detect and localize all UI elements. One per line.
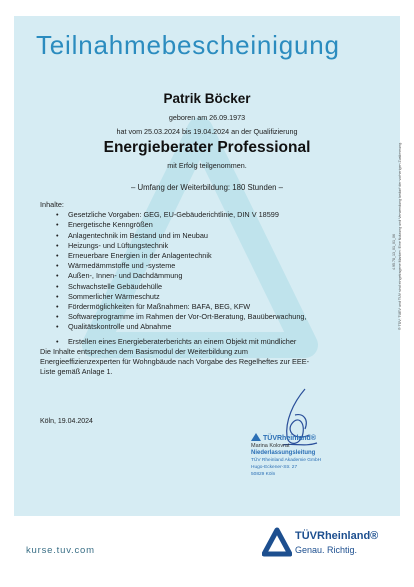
contents-list [40,210,360,347]
list-item: • Erneuerbare Energien in der Anlagentechnik [68,251,360,261]
list-item: • Außen-, Innen- und Dachdämmung [68,271,360,281]
course-contents [40,200,360,377]
summary-line: Die Inhalte entsprechen dem Basismodul der Weiterbildung zum [40,346,248,356]
list-item: • Gesetzliche Vorgaben: GEG, EU-Gebäuderichtlinie, DIN V 18599 [68,210,360,220]
list-item: • Energetische Kenngrößen [68,220,360,230]
list-item: • Softwareprogramme im Rahmen der Vor-Ort-Beratung, Bauüberwachung, [68,312,360,322]
stamp-brand: TÜVRheinland® [263,435,316,442]
continuation-text: Qualitätskontrolle und Abnahme [68,322,172,332]
list-item: • Wärmedämmstoffe und -systeme [68,261,360,271]
stamp-street: Hugo-Eckener-Str. 27 [251,465,298,470]
list-item-continuation [68,322,360,332]
footer-url-link[interactable]: kurse.tuv.com [26,545,95,556]
certificate-title: Teilnahmebescheinigung [36,30,340,60]
list-item: • Anlagentechnik im Bestand und im Neubau [68,231,360,241]
participant-name: Patrik Böcker [163,91,251,106]
list-item: • Fördermöglichkeiten für Maßnahmen: BAFA, BEG, KFW [68,302,360,312]
stamp-signer: Marina Kolovrat [251,443,290,449]
company-stamp [251,433,341,478]
list-item: • Schwachstelle Gebäudehülle [68,282,360,292]
tuv-rheinland-logo [262,527,392,563]
summary-line: Energieeffizienzexperten für Wohngbäude nach Vorgabe des Regelheftes zur EEE- [40,357,310,367]
course-period: hat vom 25.03.2024 bis 19.04.2024 an der Qualifizierung [116,127,298,136]
summary-line: Liste gemäß Anlage 1. [40,367,113,377]
tuv-triangle-icon [262,527,292,557]
logo-brand-name: TÜVRheinland® [295,530,379,542]
place-and-date: Köln, 19.04.2024 [40,418,93,425]
trademark-text: ® TÜV, TUEV und TUV sind eingetragene Marken. Eine Nutzung und Verwendung bedarf der vorherigen Zustimmung. [398,141,402,330]
list-item: • Heizungs- und Lüftungstechnik [68,241,360,251]
stamp-company: TÜV Rheinland Akademie GmbH [251,458,322,463]
logo-tagline: Genau. Richtig. [295,545,358,555]
document-number: 4.95.78_13_01_01_06 [392,234,396,270]
qualification-title: Energieberater Professional [103,139,311,156]
list-item: • Sommerlicher Wärmeschutz [68,292,360,302]
contents-label: Inhalte: [40,200,64,209]
birth-date: geboren am 26.09.1973 [168,113,246,122]
summary-text [40,347,360,378]
stamp-city: 50829 Köln [251,472,276,477]
list-item: • Erstellen eines Energieberaterberichts an einem Objekt mit mündlicher [68,337,360,347]
course-duration: – Umfang der Weiterbildung: 180 Stunden – [131,183,283,192]
stamp-department: Niederlassungsleitung [251,450,316,456]
result-text: mit Erfolg teilgenommen. [167,161,247,170]
tuv-triangle-icon [251,433,261,441]
trademark-notice [398,141,402,332]
